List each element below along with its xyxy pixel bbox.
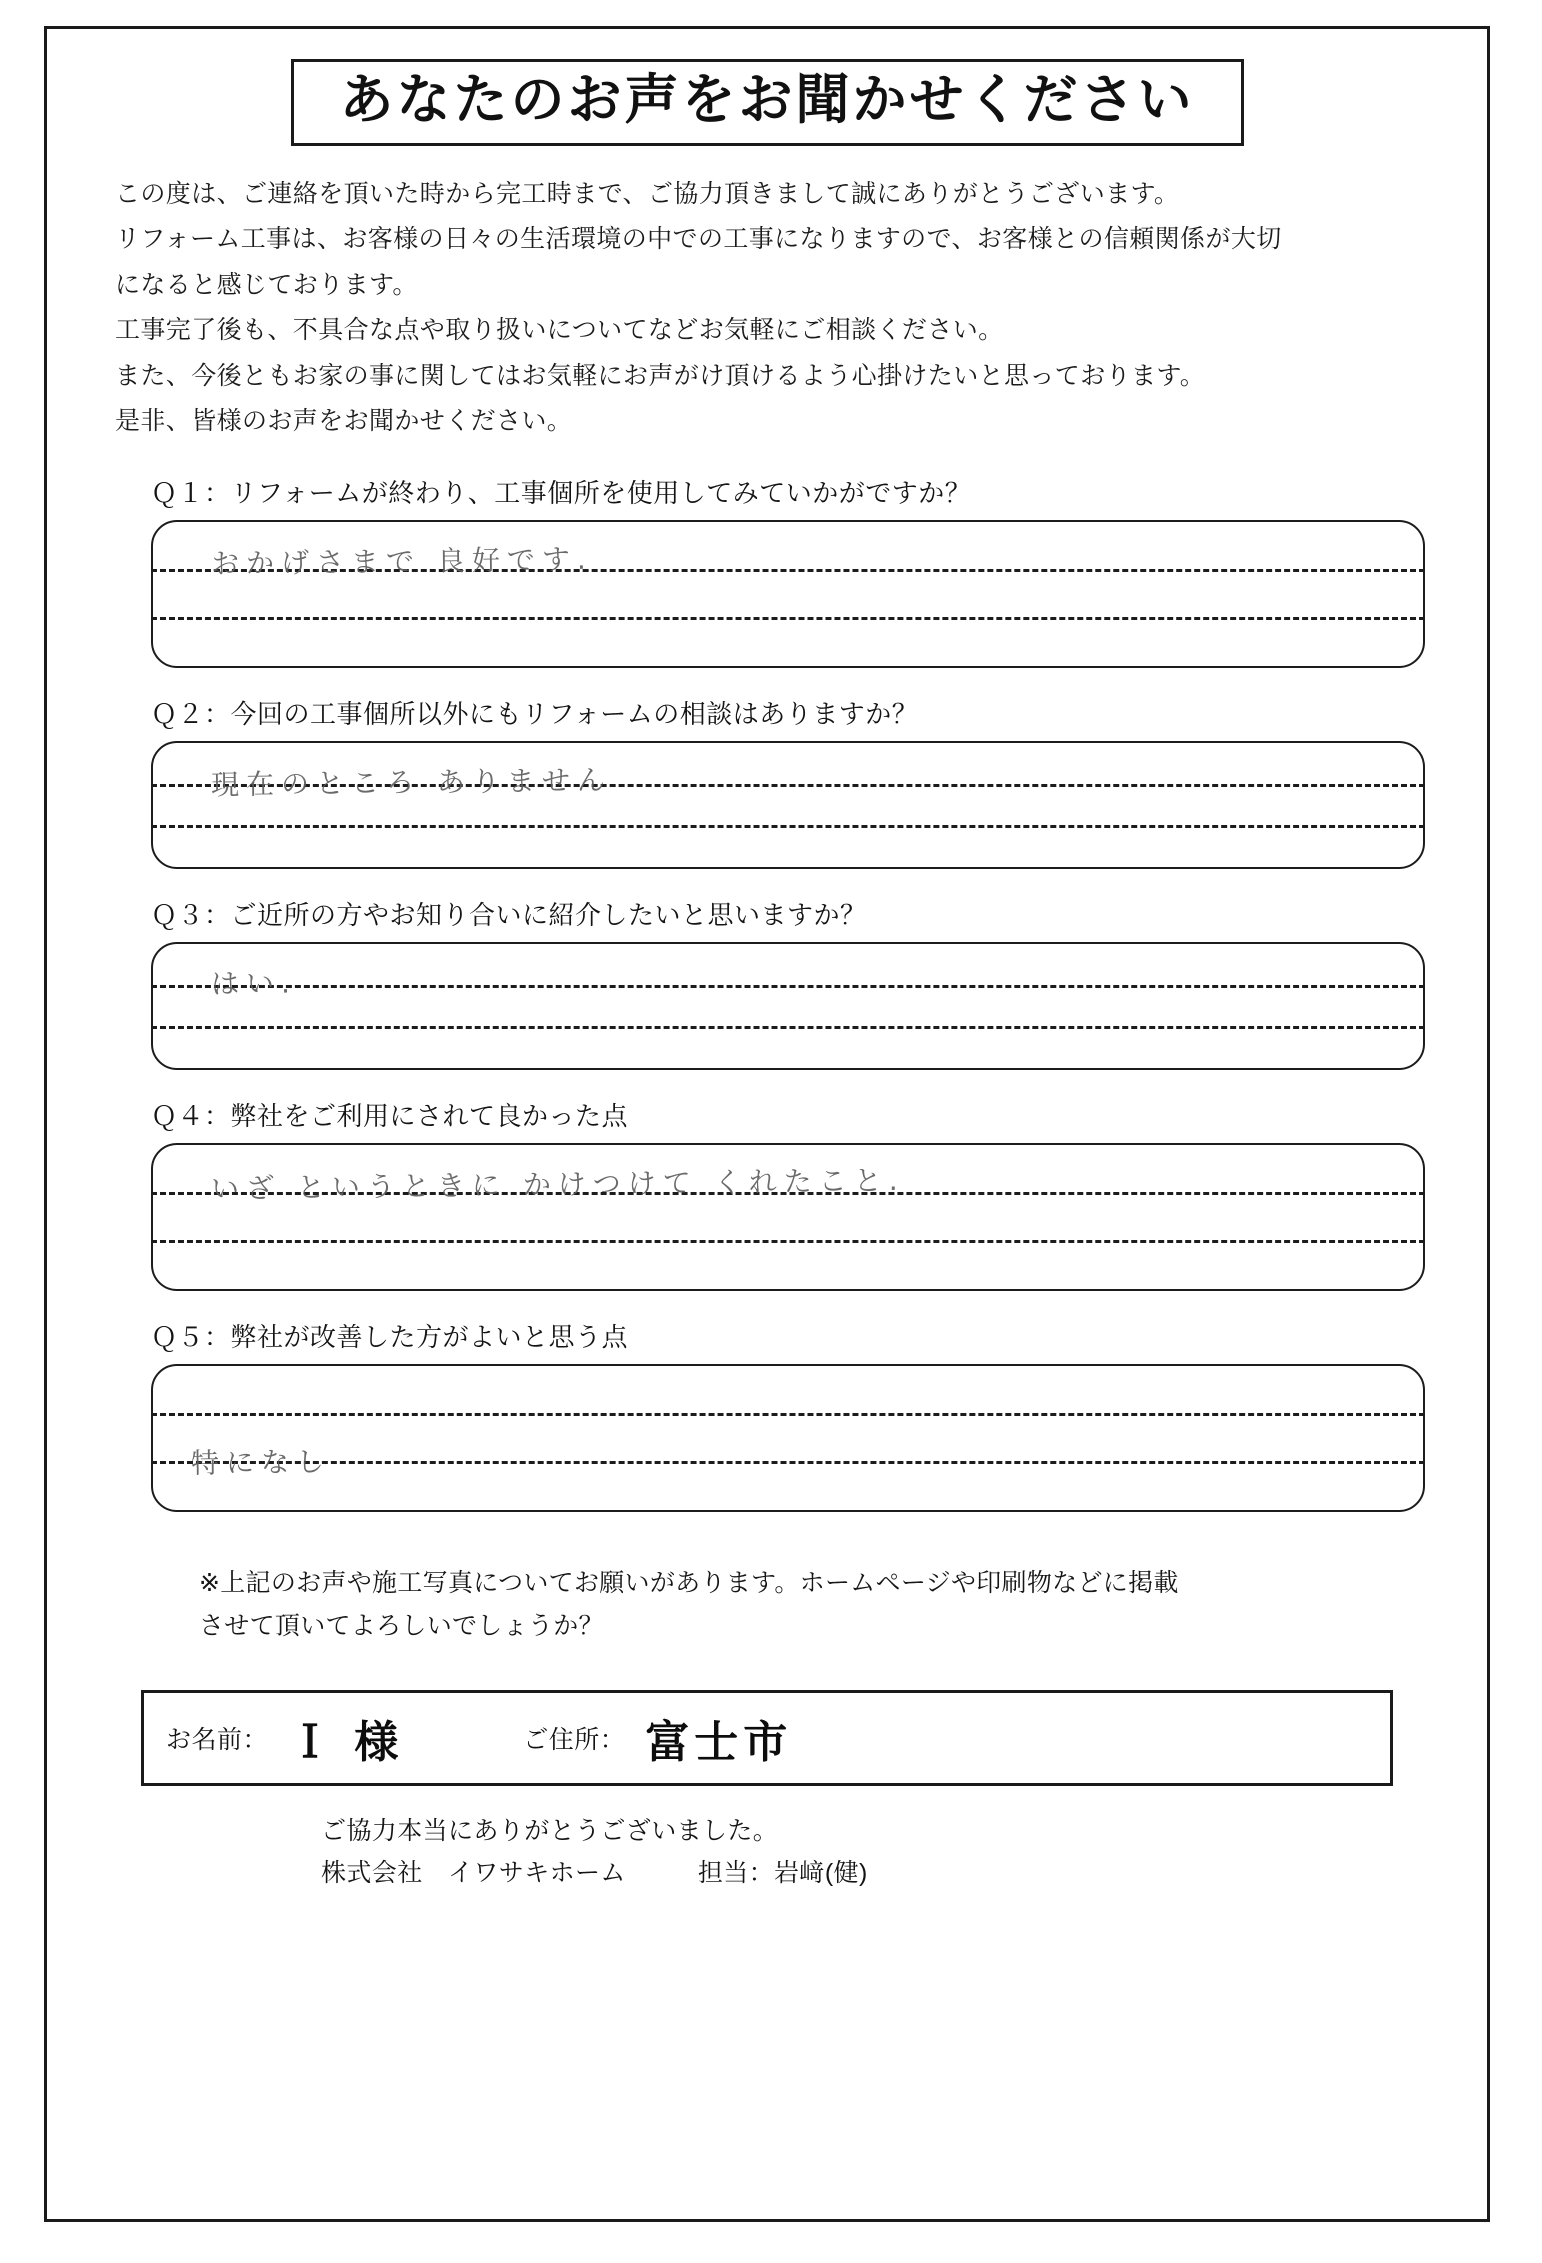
handwritten-answer-5: 特になし (190, 1444, 332, 1480)
question-label-1: Ｑ１：リフォームが終わり、工事個所を使用してみていかがですか？ (151, 477, 972, 508)
question-label-4: Ｑ４：弊社をご利用にされて良かった点 (151, 1100, 629, 1131)
footer-company-name: 株式会社 イワサキホーム (321, 1859, 626, 1888)
answer-rule (151, 1240, 1425, 1243)
intro-line: になると感じております。 (115, 270, 418, 299)
intro-line: この度は、ご連絡を頂いた時から完工時まで、ご協力頂きまして誠にありがとうございます。 (115, 179, 1180, 208)
document-body (47, 29, 1487, 2219)
answer-box-5[interactable] (151, 1364, 1425, 1512)
answer-box-1[interactable] (151, 520, 1425, 668)
handwritten-answer-1: おかげさまで 良好です. (210, 542, 594, 581)
note-line: させて頂いてよろしいでしょうか？ (199, 1611, 604, 1640)
intro-line: また、今後ともお家の事に関してはお気軽にお声がけ頂けるよう心掛けたいと思っております。 (115, 361, 1206, 390)
intro-paragraph (81, 172, 1453, 445)
intro-line: リフォーム工事は、お客様の日々の生活環境の中での工事になりますので、お客様との信頼関係が大切 (115, 225, 1282, 254)
customer-address-value: 富士市 (645, 1717, 793, 1767)
question-block-1 (81, 473, 1453, 668)
customer-address-label: ご住所： (523, 1725, 626, 1754)
question-block-5 (81, 1317, 1453, 1512)
question-label-3: Ｑ３：ご近所の方やお知り合いに紹介したいと思いますか？ (151, 899, 867, 930)
footer-company-row (321, 1852, 1453, 1895)
answer-rule (151, 825, 1425, 828)
note-line: ※上記のお声や施工写真についてお願いがあります。ホームページや印刷物などに掲載 (199, 1568, 1179, 1597)
answer-rule (151, 1413, 1425, 1416)
answer-box-3[interactable] (151, 942, 1425, 1070)
question-block-4 (81, 1096, 1453, 1291)
footer (81, 1810, 1453, 1895)
page-title: あなたのお声をお聞かせください (339, 70, 1195, 130)
page-title-wrapper (81, 59, 1453, 146)
answer-rule (151, 1026, 1425, 1029)
page-title-box (291, 59, 1244, 146)
answer-box-2[interactable] (151, 741, 1425, 869)
handwritten-answer-4: いざ というときに かけつけて くれたこと. (210, 1163, 905, 1205)
handwritten-answer-3: はい. (210, 966, 298, 1001)
intro-line: 工事完了後も、不具合な点や取り扱いについてなどお気軽にご相談ください。 (115, 316, 1004, 345)
customer-name-label: お名前： (166, 1725, 269, 1754)
handwritten-answer-2: 現在のところ ありません (210, 763, 613, 802)
footer-staff-name: 担当：岩﨑(健) (697, 1859, 868, 1888)
footer-thanks: ご協力本当にありがとうございました。 (321, 1816, 779, 1845)
answer-rule (151, 1461, 1425, 1464)
answer-rule (151, 617, 1425, 620)
question-label-5: Ｑ５：弊社が改善した方がよいと思う点 (151, 1321, 629, 1352)
answer-rule (151, 985, 1425, 988)
publication-consent-note (81, 1562, 1453, 1648)
answer-box-4[interactable] (151, 1143, 1425, 1291)
intro-line: 是非、皆様のお声をお聞かせください。 (115, 407, 573, 436)
customer-info-box (141, 1690, 1393, 1786)
customer-name-value: Ｉ 様 (288, 1717, 404, 1767)
question-label-2: Ｑ２：今回の工事個所以外にもリフォームの相談はありますか？ (151, 698, 919, 729)
question-block-3 (81, 895, 1453, 1070)
question-block-2 (81, 694, 1453, 869)
document-page-frame (44, 26, 1490, 2222)
